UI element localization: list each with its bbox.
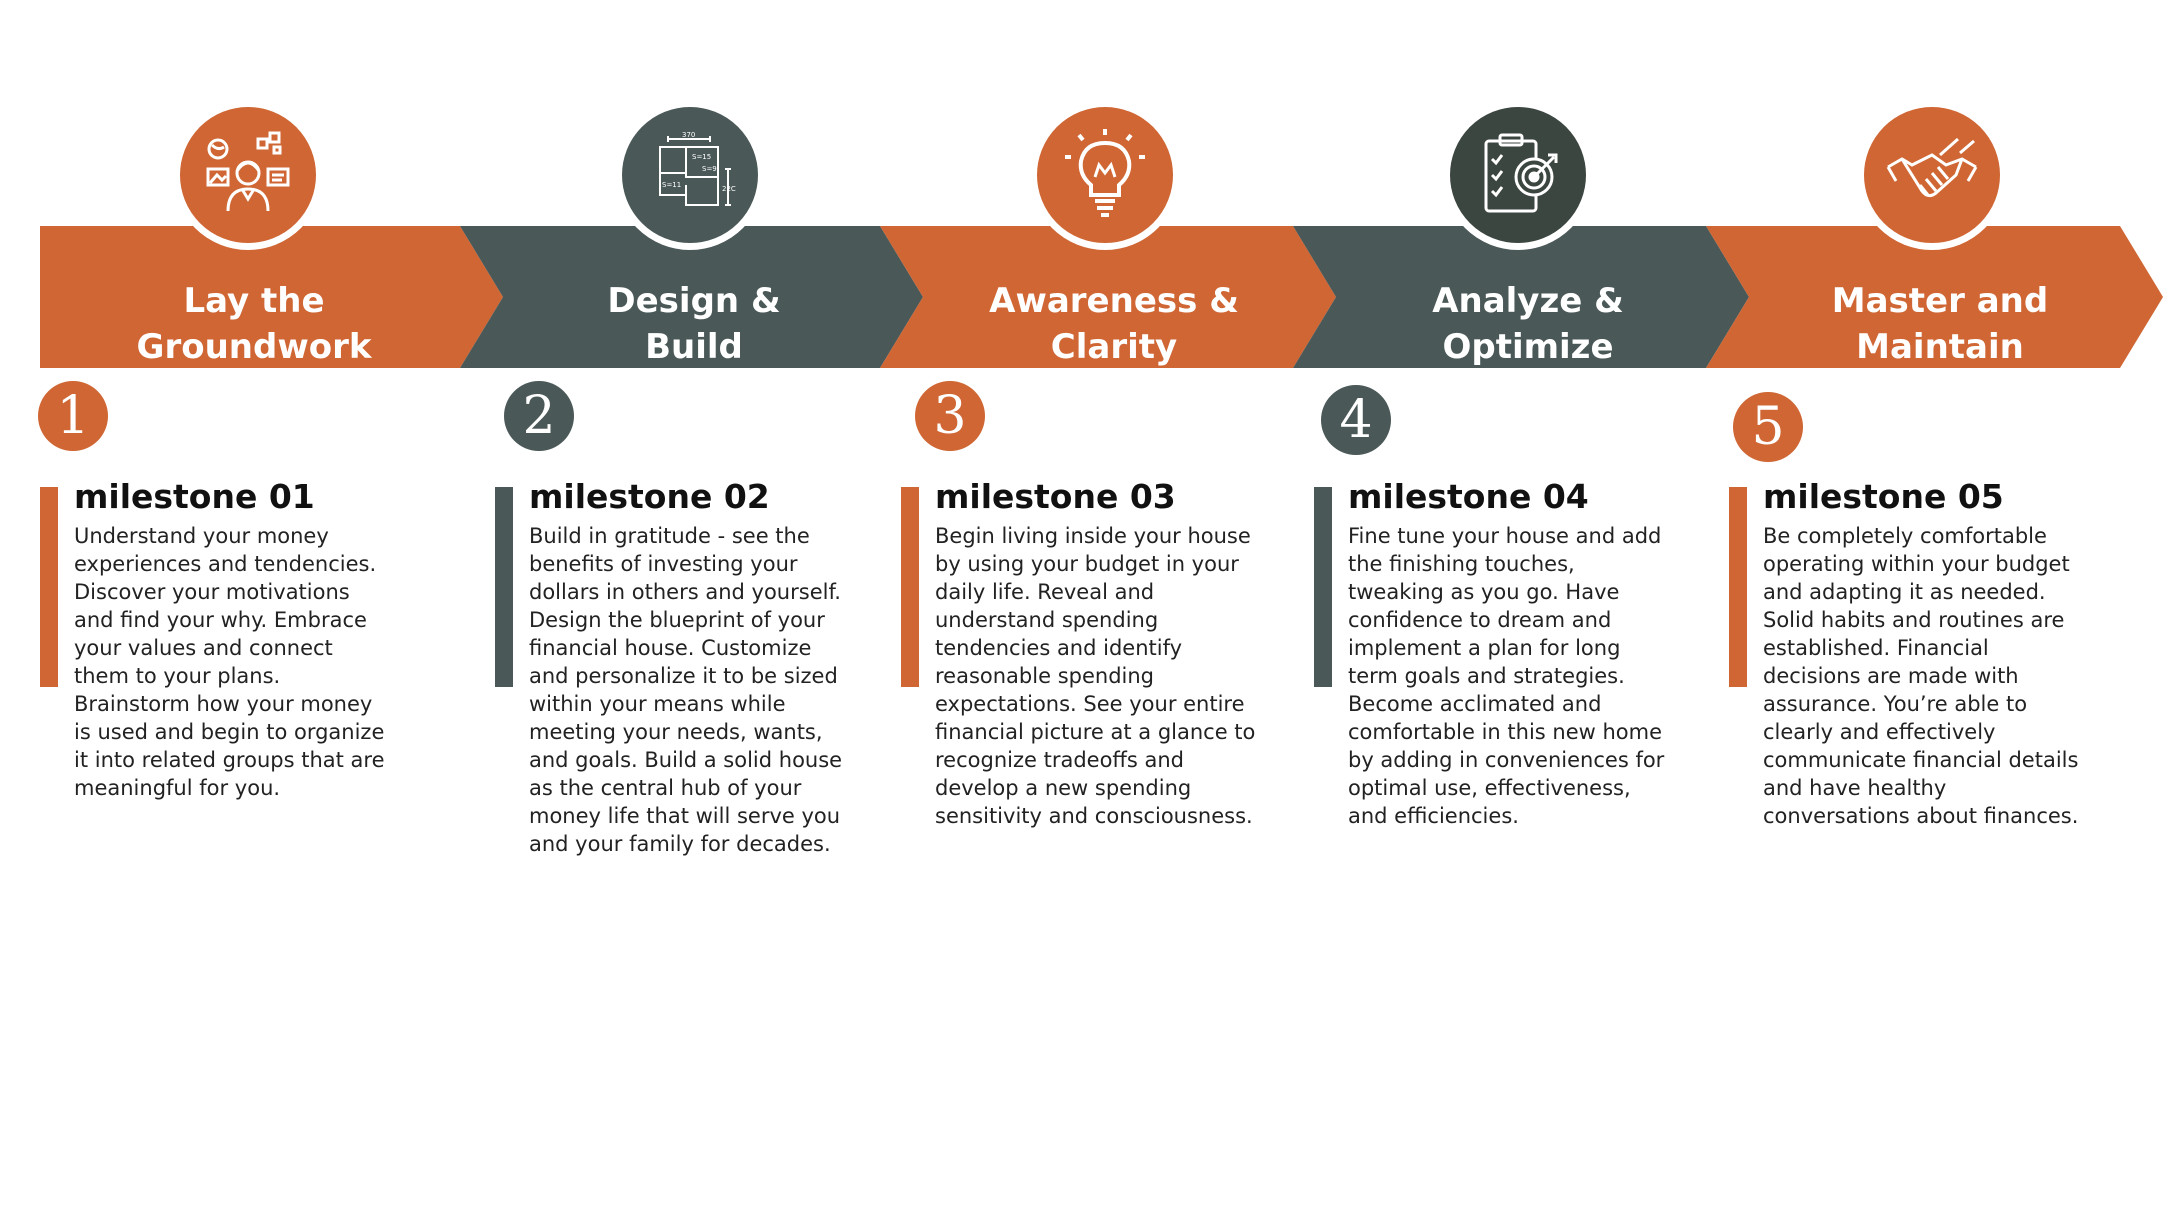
blueprint-label-s9: S=9: [702, 165, 717, 173]
milestone-01-description: Understand your money experiences and tendencies. Discover your motivations and find your why. Embrace your values and connect them to your plans. Brainstorm how your money is used and begin to organize it into related groups that are meaningful for you.: [74, 524, 385, 800]
milestone-05-description: Be completely comfortable operating within your budget and adapting it as needed. Solid habits and routines are established. Financial decisions are made with assurance. You’re able to clearly and effectively communicate financial details and have healthy conversations about finances.: [1763, 524, 2079, 828]
stage-1-icon-circle: [173, 100, 323, 250]
stage-3-title: [924, 276, 1304, 372]
milestone-02-accent-bar: [495, 487, 513, 687]
stage-5-title: [1750, 276, 2130, 372]
blueprint-floorplan-icon: [640, 125, 740, 225]
blueprint-label-s15: S=15: [692, 153, 712, 161]
stage-4-title: [1338, 276, 1718, 372]
stage-5-title-text: Master and Maintain: [1831, 281, 2049, 367]
stage-3-title-text: Awareness & Clarity: [989, 281, 1239, 367]
stage-4-number: 4: [1321, 385, 1391, 455]
blueprint-label-s11: S=11: [662, 181, 682, 189]
stage-2-number: 2: [504, 381, 574, 451]
stage-1-title: [64, 276, 444, 372]
stage-3-icon-circle: [1030, 100, 1180, 250]
milestone-04-accent-bar: [1314, 487, 1332, 687]
milestone-02-heading: milestone 02: [529, 477, 770, 516]
blueprint-dimension-22c: 22C: [722, 185, 736, 193]
clipboard-target-icon: [1468, 125, 1568, 225]
stage-4-icon-circle: [1443, 100, 1593, 250]
milestone-03-accent-bar: [901, 487, 919, 687]
stage-5-number: 5: [1733, 392, 1803, 462]
milestone-05-heading: milestone 05: [1763, 477, 2004, 516]
milestone-04-description: Fine tune your house and add the finishing touches, tweaking as you go. Have confidence to dream and implement a plan for long term goals and strategies. Become acclimated and comfortable in this new home by adding in conveniences for optimal use, effectiveness, and efficiencies.: [1348, 524, 1665, 828]
lightbulb-icon: [1055, 125, 1155, 225]
milestone-05-accent-bar: [1729, 487, 1747, 687]
milestone-01-accent-bar: [40, 487, 58, 687]
milestone-04-heading: milestone 04: [1348, 477, 1589, 516]
stage-2-title: [504, 276, 884, 372]
milestone-01-heading: milestone 01: [74, 477, 315, 516]
stage-4-title-text: Analyze & Optimize: [1432, 281, 1624, 367]
stage-5-icon-circle: [1857, 100, 2007, 250]
stage-2-icon-circle: [615, 100, 765, 250]
milestone-02-description: Build in gratitude - see the benefits of investing your dollars in others and yourself. Design the blueprint of your financial house. Customize and personalize it to be sized within your means while meeting your needs, wants, and goals. Build a solid house as the central hub of your money life that will serve you and your family for decades.: [529, 524, 843, 856]
handshake-icon: [1882, 125, 1982, 225]
stage-2-title-text: Design & Build: [607, 281, 781, 367]
milestone-03-description: Begin living inside your house by using your budget in your daily life. Reveal and understand spending tendencies and identify reasonable spending expectations. See your entire financial picture at a glance to recognize tradeoffs and develop a new spending sensitivity and consciousness.: [935, 524, 1256, 828]
milestone-03-heading: milestone 03: [935, 477, 1176, 516]
brainstorm-person-icon: [198, 125, 298, 225]
blueprint-dimension-370: 370: [682, 131, 696, 139]
stage-3-number: 3: [915, 381, 985, 451]
stage-1-title-text: Lay the Groundwork: [136, 281, 372, 367]
stage-1-number: 1: [38, 381, 108, 451]
